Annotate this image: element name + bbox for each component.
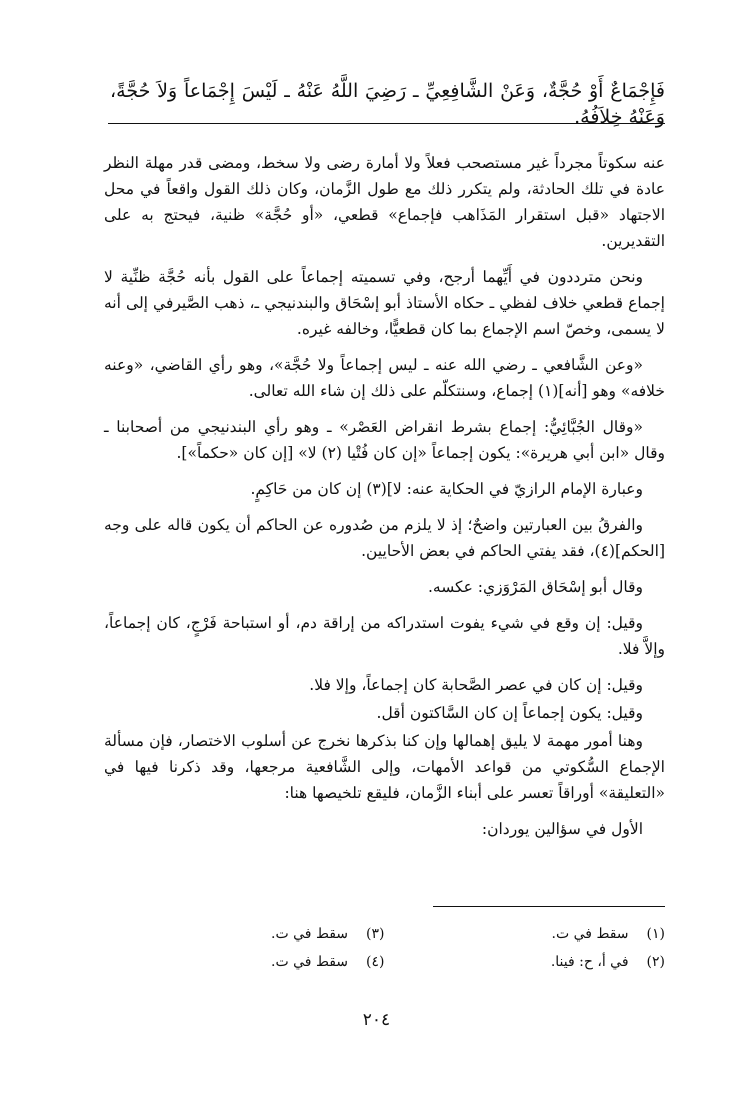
paragraph-3: «وعن الشَّافعي ـ رضي الله عنه ـ ليس إجماعاً ولا حُجَّة»، وهو رأي القاضي، «وعنه خلافه» وهو [أنه](١) إجماع، وسنتكلّم على ذلك إن شاء الله تعالى. <box>104 356 665 400</box>
matn-text: فَإِجْمَاعٌ أَوْ حُجَّةٌ، وَعَنْ الشَّافِعِيِّ ـ رَضِيَ اللَّهُ عَنْهُ ـ لَيْسَ إِجْمَاعاً وَلاَ حُجَّةً، وَعَنْهُ خِلاَفُهُ. <box>110 80 665 128</box>
footnote-divider <box>433 906 665 907</box>
paragraph-7: وقال أبو إسْحَاق المَرْوَزي: عكسه. <box>427 578 643 596</box>
paragraph-8: وقيل: إن وقع في شيء يفوت استدراكه من إراقة دم، أو استباحة فَرْجٍ، كان إجماعاً، وإلاَّ فلا. <box>104 614 665 658</box>
footnote-3 <box>104 920 385 948</box>
footnotes <box>104 920 665 976</box>
paragraph-9: وقيل: إن كان في عصر الصَّحابة كان إجماعاً، وإلا فلا. <box>309 676 643 694</box>
paragraph-1: عنه سكوتاً مجرداً غير مستصحب فعلاً ولا أمارة رضى ولا سخط، ومضى قدر مهلة النظر عادة في تلك الحادثة، ولم يتكرر ذلك مع طول الزَّمان، وكان ذلك القول واقعاً في محل الاجتهاد «قبل استقرار المَذَاهب فإجماع» قطعي، «أو حُجَّة» ظنية، فيحتج به على التقديرين. <box>104 154 665 250</box>
footnote-number: (١) <box>646 926 665 942</box>
paragraph-10: وقيل: يكون إجماعاً إن كان السَّاكتون أقل. <box>376 704 643 722</box>
footnote-text: سقط في ت. <box>551 926 629 942</box>
paragraph-5: وعبارة الإمام الرازيّ في الحكاية عنه: لا](٣) إن كان من حَاكِمٍ. <box>250 480 643 498</box>
paragraph-12: الأول في سؤالين يوردان: <box>481 820 643 838</box>
footnote-text: سقط في ت. <box>271 954 349 970</box>
commentary-body <box>104 150 665 852</box>
paragraph-4: «وقال الجُبَّائِيُّ: إجماع بشرط انقراض العَصْر» ـ وهو رأي البندنيجي من أصحابنا ـ وقال «ابن أبي هريرة»: يكون إجماعاً «إن كان فُتْيا (٢) لا» [إن كان «حكماً»]. <box>104 418 665 462</box>
paragraph-11: وهنا أمور مهمة لا يليق إهمالها وإن كنا بذكرها نخرج عن أسلوب الاختصار، فإن مسألة الإجماع السُّكوتي من قواعد الأمهات، وإلى الشَّافعية مرجعها، وقد ذكرنا فيها في «التعليقة» أوراقاً تعسر على أبناء الزَّمان، فليقع تلخيصها هنا: <box>104 732 665 802</box>
footnote-row <box>104 948 665 976</box>
footnote-number: (٢) <box>646 954 665 970</box>
matn-divider <box>108 123 665 124</box>
paragraph-2: ونحن مترددون في أَيِّهما أرجح، وفي تسميته إجماعاً على القول بأنه حُجَّة ظنِّية لا إجماع قطعي خلاف لفظي ـ حكاه الأستاذ أبو إسْحَاق والبندنيجي ـ، ذهب الصَّيرفي إلى أنه لا يسمى، وخصّ اسم الإجماع بما كان قطعيًّا، وخالفه غيره. <box>104 268 665 338</box>
footnote-number: (٤) <box>366 954 385 970</box>
footnote-number: (٣) <box>366 926 385 942</box>
paragraph-6: والفرقُ بين العبارتين واضحٌ؛ إذ لا يلزم من صُدوره عن الحاكم أن يكون قاله على وجه [الحكم](٤)، فقد يفتي الحاكم في بعض الأحايين. <box>104 516 665 560</box>
footnote-text: سقط في ت. <box>271 926 349 942</box>
footnote-row <box>104 920 665 948</box>
footnote-text: في أ، ح: فينا. <box>550 954 629 970</box>
footnote-1 <box>385 920 666 948</box>
footnote-2 <box>385 948 666 976</box>
footnote-4 <box>104 948 385 976</box>
page-number: ٢٠٤ <box>362 1010 391 1030</box>
